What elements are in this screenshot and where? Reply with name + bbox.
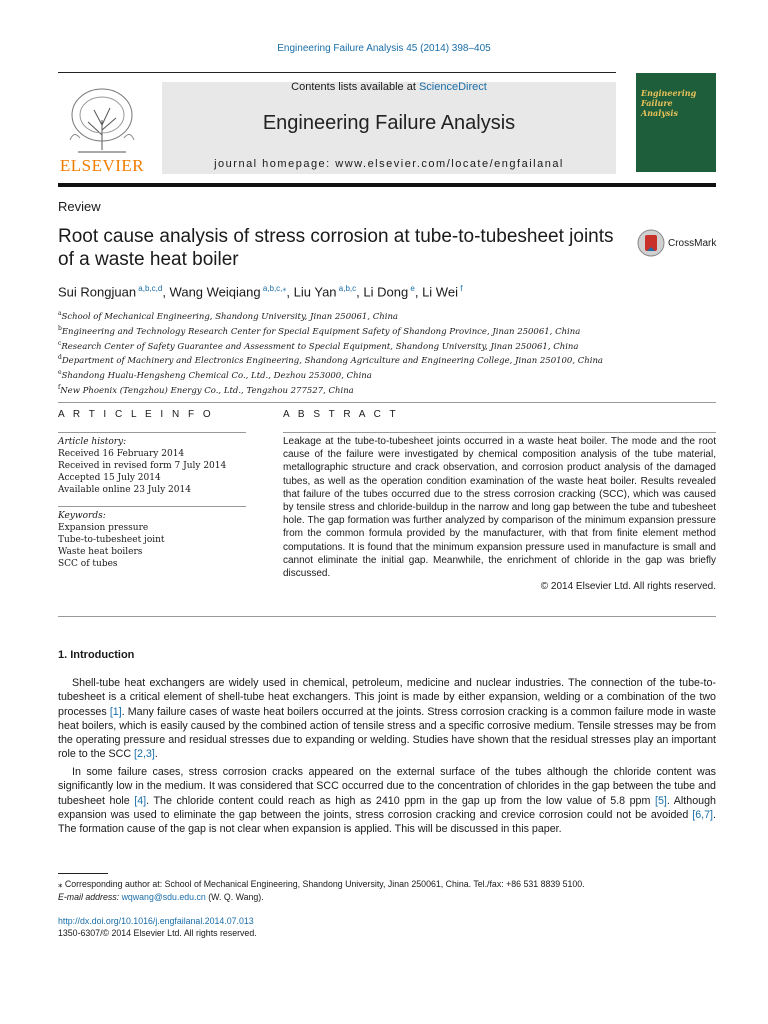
affiliation-key: d bbox=[58, 354, 62, 362]
keywords bbox=[58, 510, 246, 570]
article-title: Root cause analysis of stress corrosion at tube-to-tubesheet joints of a waste heat boiler bbox=[58, 226, 614, 270]
author-name[interactable]: Sui Rongjuan bbox=[58, 284, 137, 300]
email-link[interactable]: wqwang@sdu.edu.cn bbox=[121, 891, 206, 902]
affiliation-text: Research Center of Safety Guarantee and Assessment to Special Equipment, Shandong University, Jinan 250061, China bbox=[61, 341, 579, 352]
author-name[interactable]: Liu Yan bbox=[293, 284, 337, 300]
email-line bbox=[58, 891, 716, 904]
citation-link[interactable]: [4] bbox=[134, 794, 147, 807]
article-info-divider bbox=[58, 432, 246, 433]
section-heading: 1. Introduction bbox=[58, 649, 135, 661]
journal-cover-thumbnail[interactable] bbox=[636, 73, 716, 172]
paragraph-text: . The chloride content could reach as high as 2410 ppm in the gap up from the low value of 5.8 ppm bbox=[146, 794, 655, 807]
paragraph-text: . Although expansion was used to eliminate the gap between the joints, stress corrosion cracking and crevice corrosion could not be avoided bbox=[58, 794, 716, 821]
keywords-divider bbox=[58, 506, 246, 507]
affiliation-text: School of Mechanical Engineering, Shandong University, Jinan 250061, China bbox=[61, 311, 398, 322]
citation-link[interactable]: [1] bbox=[109, 705, 122, 718]
sciencedirect-link[interactable]: ScienceDirect bbox=[418, 81, 487, 93]
affiliation-key: b bbox=[58, 324, 62, 332]
abstract-divider bbox=[283, 432, 716, 433]
history-label: Article history: bbox=[58, 437, 127, 447]
article-history bbox=[58, 436, 246, 496]
elsevier-wordmark: ELSEVIER bbox=[59, 156, 145, 175]
affiliation-text: Department of Machinery and Electronics Engineering, Shandong Agriculture and Engineering College, Jinan 250100, China bbox=[61, 356, 603, 367]
abstract-copyright: © 2014 Elsevier Ltd. All rights reserved. bbox=[540, 581, 716, 592]
header-thick-divider bbox=[58, 183, 716, 187]
affiliation-item bbox=[58, 308, 698, 323]
journal-reference-link[interactable]: Engineering Failure Analysis 45 (2014) 398–405 bbox=[277, 43, 491, 54]
article-info-heading: A R T I C L E I N F O bbox=[58, 409, 214, 420]
keyword-item: Tube-to-tubesheet joint bbox=[58, 535, 165, 545]
corresponding-author-note: ⁎ Corresponding author at: School of Mechanical Engineering, Shandong University, Jinan 250061, China. Tel./fax: +86 531 8839 5100. bbox=[58, 879, 585, 889]
affiliation-text: Shandong Hualu-Hengsheng Chemical Co., Ltd., Dezhou 253000, China bbox=[61, 371, 372, 382]
author-affiliation-marks[interactable]: f bbox=[457, 284, 463, 293]
journal-homepage-link[interactable]: journal homepage: www.elsevier.com/locate/engfailanal bbox=[214, 158, 564, 170]
affiliation-key: f bbox=[58, 384, 61, 392]
abstract-text: Leakage at the tube-to-tubesheet joints occurred in a waste heat boiler. The mode and the root cause of the failure were investigated by chemical composition analysis of the tube material, metallographic structure and crack observation, and corrosion product analysis of the damaged tubes, as well as the operation condition examination of the waste heat boiler. Results revealed that failure of the tubes occurred due to the stress corrosion cracking (SCC), which was caused by tensile stress and chloride-buildup in the narrow and long gap between the tube and tubesheet hole. The gap formation was further analyzed by comparison of the minimum expansion pressure from the common formula provided by the manufacturer, with that from finite element method computations. It is found that the minimum expansion pressure used in manufacture is small and cannot eliminate the initial gap. Meanwhile, the enrichment of chloride in the gap was briefly discussed. bbox=[283, 436, 716, 580]
paragraph-text: Shell-tube heat exchangers are widely used in chemical, petroleum, medicine and nuclear industries. The connection of the tube-to-tubesheet is a critical element of shell-tube heat exchangers. This joint is made by either expansion, welding or a combination of the two processes bbox=[58, 677, 716, 718]
affiliation-item bbox=[58, 338, 698, 353]
author-name[interactable]: Li Dong bbox=[363, 284, 409, 300]
citation-link[interactable]: [6,7] bbox=[692, 808, 714, 821]
paragraph-text: . Many failure cases of waste heat boilers occurred at the joints. Stress corrosion cracking is a common failure mode in waste heat boilers, which is easily caused by the combined action of tensile stress and a specific corrosive medium. Tensile stresses may be from the operating pressure and residual stresses due to expanding or welding. Studies have shown that the residual stresses play an important role to the SCC bbox=[58, 705, 716, 761]
affiliation-text: Engineering and Technology Research Center for Special Equipment Safety of Shandong Province, Jinan 250061, China bbox=[61, 326, 581, 337]
affiliation-list bbox=[58, 308, 698, 397]
keyword-items bbox=[58, 522, 246, 570]
top-divider bbox=[58, 72, 616, 73]
contents-line bbox=[162, 81, 616, 93]
contents-prefix: Contents lists available at bbox=[291, 81, 419, 93]
history-item: Available online 23 July 2014 bbox=[58, 485, 191, 495]
affiliation-item bbox=[58, 367, 698, 382]
affiliation-key: a bbox=[58, 310, 62, 317]
keywords-label: Keywords: bbox=[58, 511, 106, 521]
email-label: E-mail address: bbox=[58, 891, 122, 902]
affiliation-text: New Phoenix (Tengzhou) Energy Co., Ltd., Tengzhou 277527, China bbox=[60, 385, 354, 396]
author-affiliation-marks[interactable]: a,b,c bbox=[336, 284, 357, 293]
author-affiliation-marks[interactable]: a,b,c,⁎ bbox=[260, 284, 287, 293]
email-suffix: (W. Q. Wang). bbox=[205, 891, 264, 902]
abstract-heading: A B S T R A C T bbox=[283, 409, 399, 420]
body-divider bbox=[58, 616, 716, 617]
history-item: Accepted 15 July 2014 bbox=[58, 473, 161, 483]
author-name[interactable]: Wang Weiqiang bbox=[169, 284, 261, 300]
doi-link[interactable]: http://dx.doi.org/10.1016/j.engfailanal.2014.07.013 bbox=[58, 916, 254, 926]
history-items bbox=[58, 448, 246, 496]
doi-block bbox=[58, 915, 458, 939]
affiliation-key: e bbox=[58, 369, 62, 377]
crossmark-icon[interactable] bbox=[637, 229, 665, 257]
journal-title: Engineering Failure Analysis bbox=[262, 112, 516, 134]
citation-link[interactable]: [2,3] bbox=[134, 748, 155, 761]
citation-link[interactable]: [5] bbox=[654, 794, 667, 807]
affiliation-item bbox=[58, 323, 698, 338]
affiliation-key: c bbox=[58, 339, 62, 347]
cover-title: Engineering Failure Analysis bbox=[641, 88, 697, 118]
paragraph-text: . bbox=[154, 748, 158, 761]
footnotes bbox=[58, 878, 716, 903]
keyword-item: Waste heat boilers bbox=[58, 547, 143, 557]
affiliation-item bbox=[58, 352, 698, 367]
article-type: Review bbox=[58, 199, 101, 214]
paragraph-text: . The formation cause of the gap is not clear when expansion is applied. This will be discussed in this paper. bbox=[58, 808, 716, 836]
issn-line: 1350-6307/© 2014 Elsevier Ltd. All rights reserved. bbox=[58, 928, 257, 938]
author-list: Sui Rongjuan $^{a,b,c,d}$, Wang Weiqiang $^{a,b,c,⁎}$, Liu Yan $^{a,b,c}$, Li Dong $^e$, Li Wei $^f$ bbox=[58, 284, 463, 300]
keyword-item: SCC of tubes bbox=[58, 559, 118, 569]
author-affiliation-marks[interactable]: e bbox=[408, 284, 415, 293]
history-item: Received 16 February 2014 bbox=[58, 449, 185, 459]
author-affiliation-marks[interactable]: a,b,c,d bbox=[136, 284, 163, 293]
history-item: Received in revised form 7 July 2014 bbox=[58, 461, 227, 471]
section-divider bbox=[58, 402, 716, 403]
intro-paragraph-1 bbox=[58, 676, 716, 762]
paragraph-text: In some failure cases, stress corrosion cracks appeared on the external surface of the tubes although the chloride content was significantly low in the medium. It was considered that SCC occurred due to the concentration of chlorides in the gap between the tube and tubesheet hole bbox=[58, 766, 716, 807]
footnote-divider bbox=[58, 873, 108, 874]
affiliation-item bbox=[58, 382, 698, 397]
keyword-item: Expansion pressure bbox=[58, 523, 149, 533]
intro-paragraph-2 bbox=[58, 765, 716, 836]
author-name[interactable]: Li Wei bbox=[422, 284, 458, 300]
crossmark-label[interactable]: CrossMark bbox=[668, 238, 717, 249]
